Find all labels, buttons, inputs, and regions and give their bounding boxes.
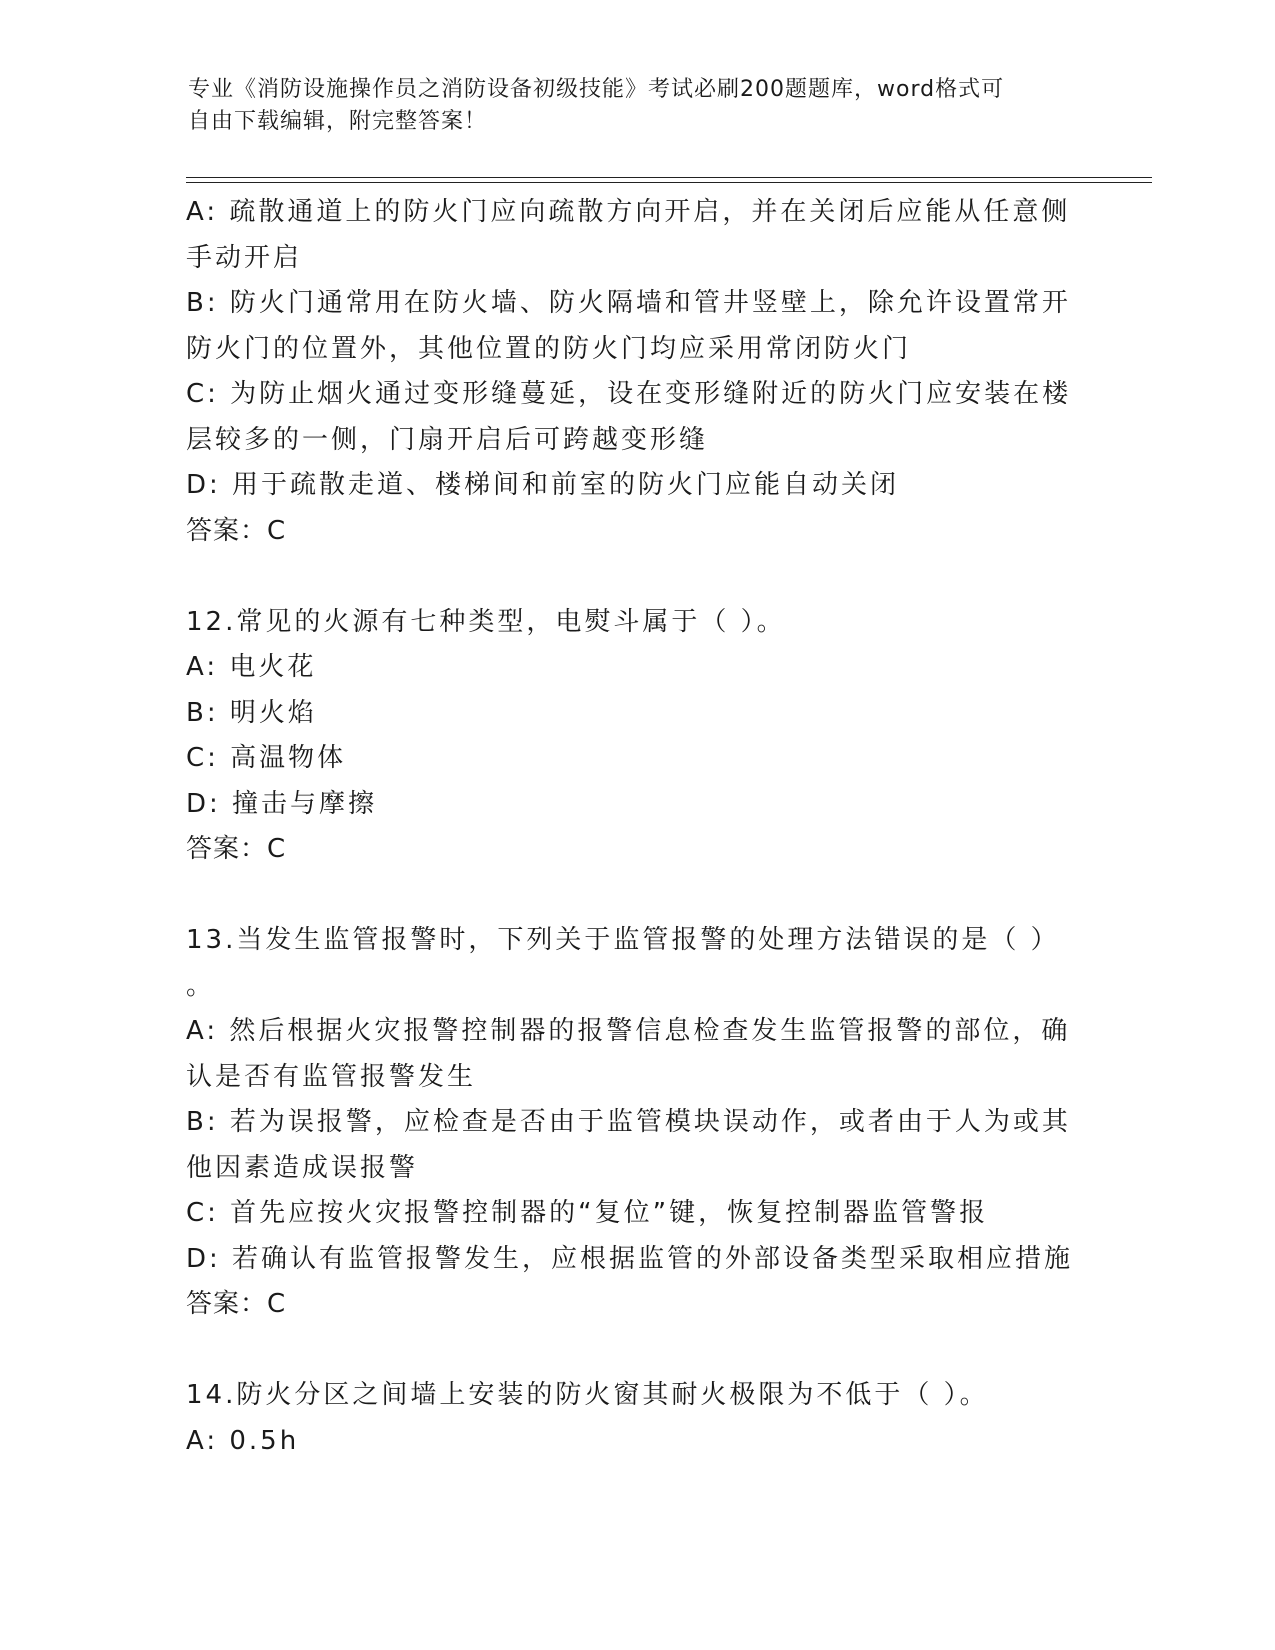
answer: 答案：C: [186, 1289, 287, 1319]
option-b-line-1: B: 若为误报警，应检查是否由于监管模块误动作，或者由于人为或其: [186, 1107, 1071, 1137]
option-b-line-1: B: 防火门通常用在防火墙、防火隔墙和管井竖壁上，除允许设置常开: [186, 288, 1071, 318]
spacer: [186, 1328, 1086, 1374]
option-a-line-2: 认是否有监管报警发生: [186, 1061, 477, 1092]
question-11: [186, 190, 1086, 554]
option-a-line-1: A: 然后根据火灾报警控制器的报警信息检查发生监管报警的部位，确: [186, 1016, 1071, 1046]
answer: 答案：C: [186, 834, 287, 864]
question-stem: 14.防火分区之间墙上安装的防火窗其耐火极限为不低于（ ）。: [186, 1380, 989, 1410]
option-c-line-2: 层较多的一侧，门扇开启后可跨越变形缝: [186, 424, 709, 455]
question-12: [186, 600, 1086, 873]
answer: 答案：C: [186, 515, 287, 546]
option-d: D: 撞击与摩擦: [186, 788, 378, 819]
option-a: A: 电火花: [186, 652, 317, 682]
header-divider-bottom: [186, 182, 1152, 183]
header-line-1: 专业《消防设施操作员之消防设备初级技能》考试必刷200题题库，word格式可: [188, 77, 1005, 102]
option-d: D: 若确认有监管报警发生，应根据监管的外部设备类型采取相应措施: [186, 1243, 1074, 1274]
option-b-line-2: 防火门的位置外，其他位置的防火门均应采用常闭防火门: [186, 333, 912, 364]
question-stem-line-1: 13.当发生监管报警时，下列关于监管报警的处理方法错误的是（ ）: [186, 925, 1060, 955]
option-c: C: 高温物体: [186, 743, 347, 773]
question-stem-line-2: 。: [186, 970, 216, 1001]
header-divider-top: [186, 177, 1152, 178]
document-header: [188, 74, 1068, 138]
spacer: [186, 873, 1086, 919]
option-b: B: 明火焰: [186, 697, 317, 728]
option-a-line-1: A: 疏散通道上的防火门应向疏散方向开启，并在关闭后应能从任意侧: [186, 197, 1071, 227]
option-b-line-2: 他因素造成误报警: [186, 1152, 419, 1183]
header-line-2: 自由下载编辑，附完整答案！: [188, 109, 488, 134]
option-d: D: 用于疏散走道、楼梯间和前室的防火门应能自动关闭: [186, 470, 900, 500]
question-13: [186, 918, 1086, 1328]
spacer: [186, 554, 1086, 600]
option-c: C: 首先应按火灾报警控制器的“复位”键，恢复控制器监管警报: [186, 1198, 989, 1228]
question-14: [186, 1373, 1086, 1464]
question-stem: 12.常见的火源有七种类型，电熨斗属于（ ）。: [186, 606, 786, 637]
option-a: A: 0.5h: [186, 1425, 300, 1456]
question-list: [186, 190, 1086, 1464]
option-c-line-1: C: 为防止烟火通过变形缝蔓延，设在变形缝附近的防火门应安装在楼: [186, 379, 1072, 409]
option-a-line-2: 手动开启: [186, 242, 303, 273]
